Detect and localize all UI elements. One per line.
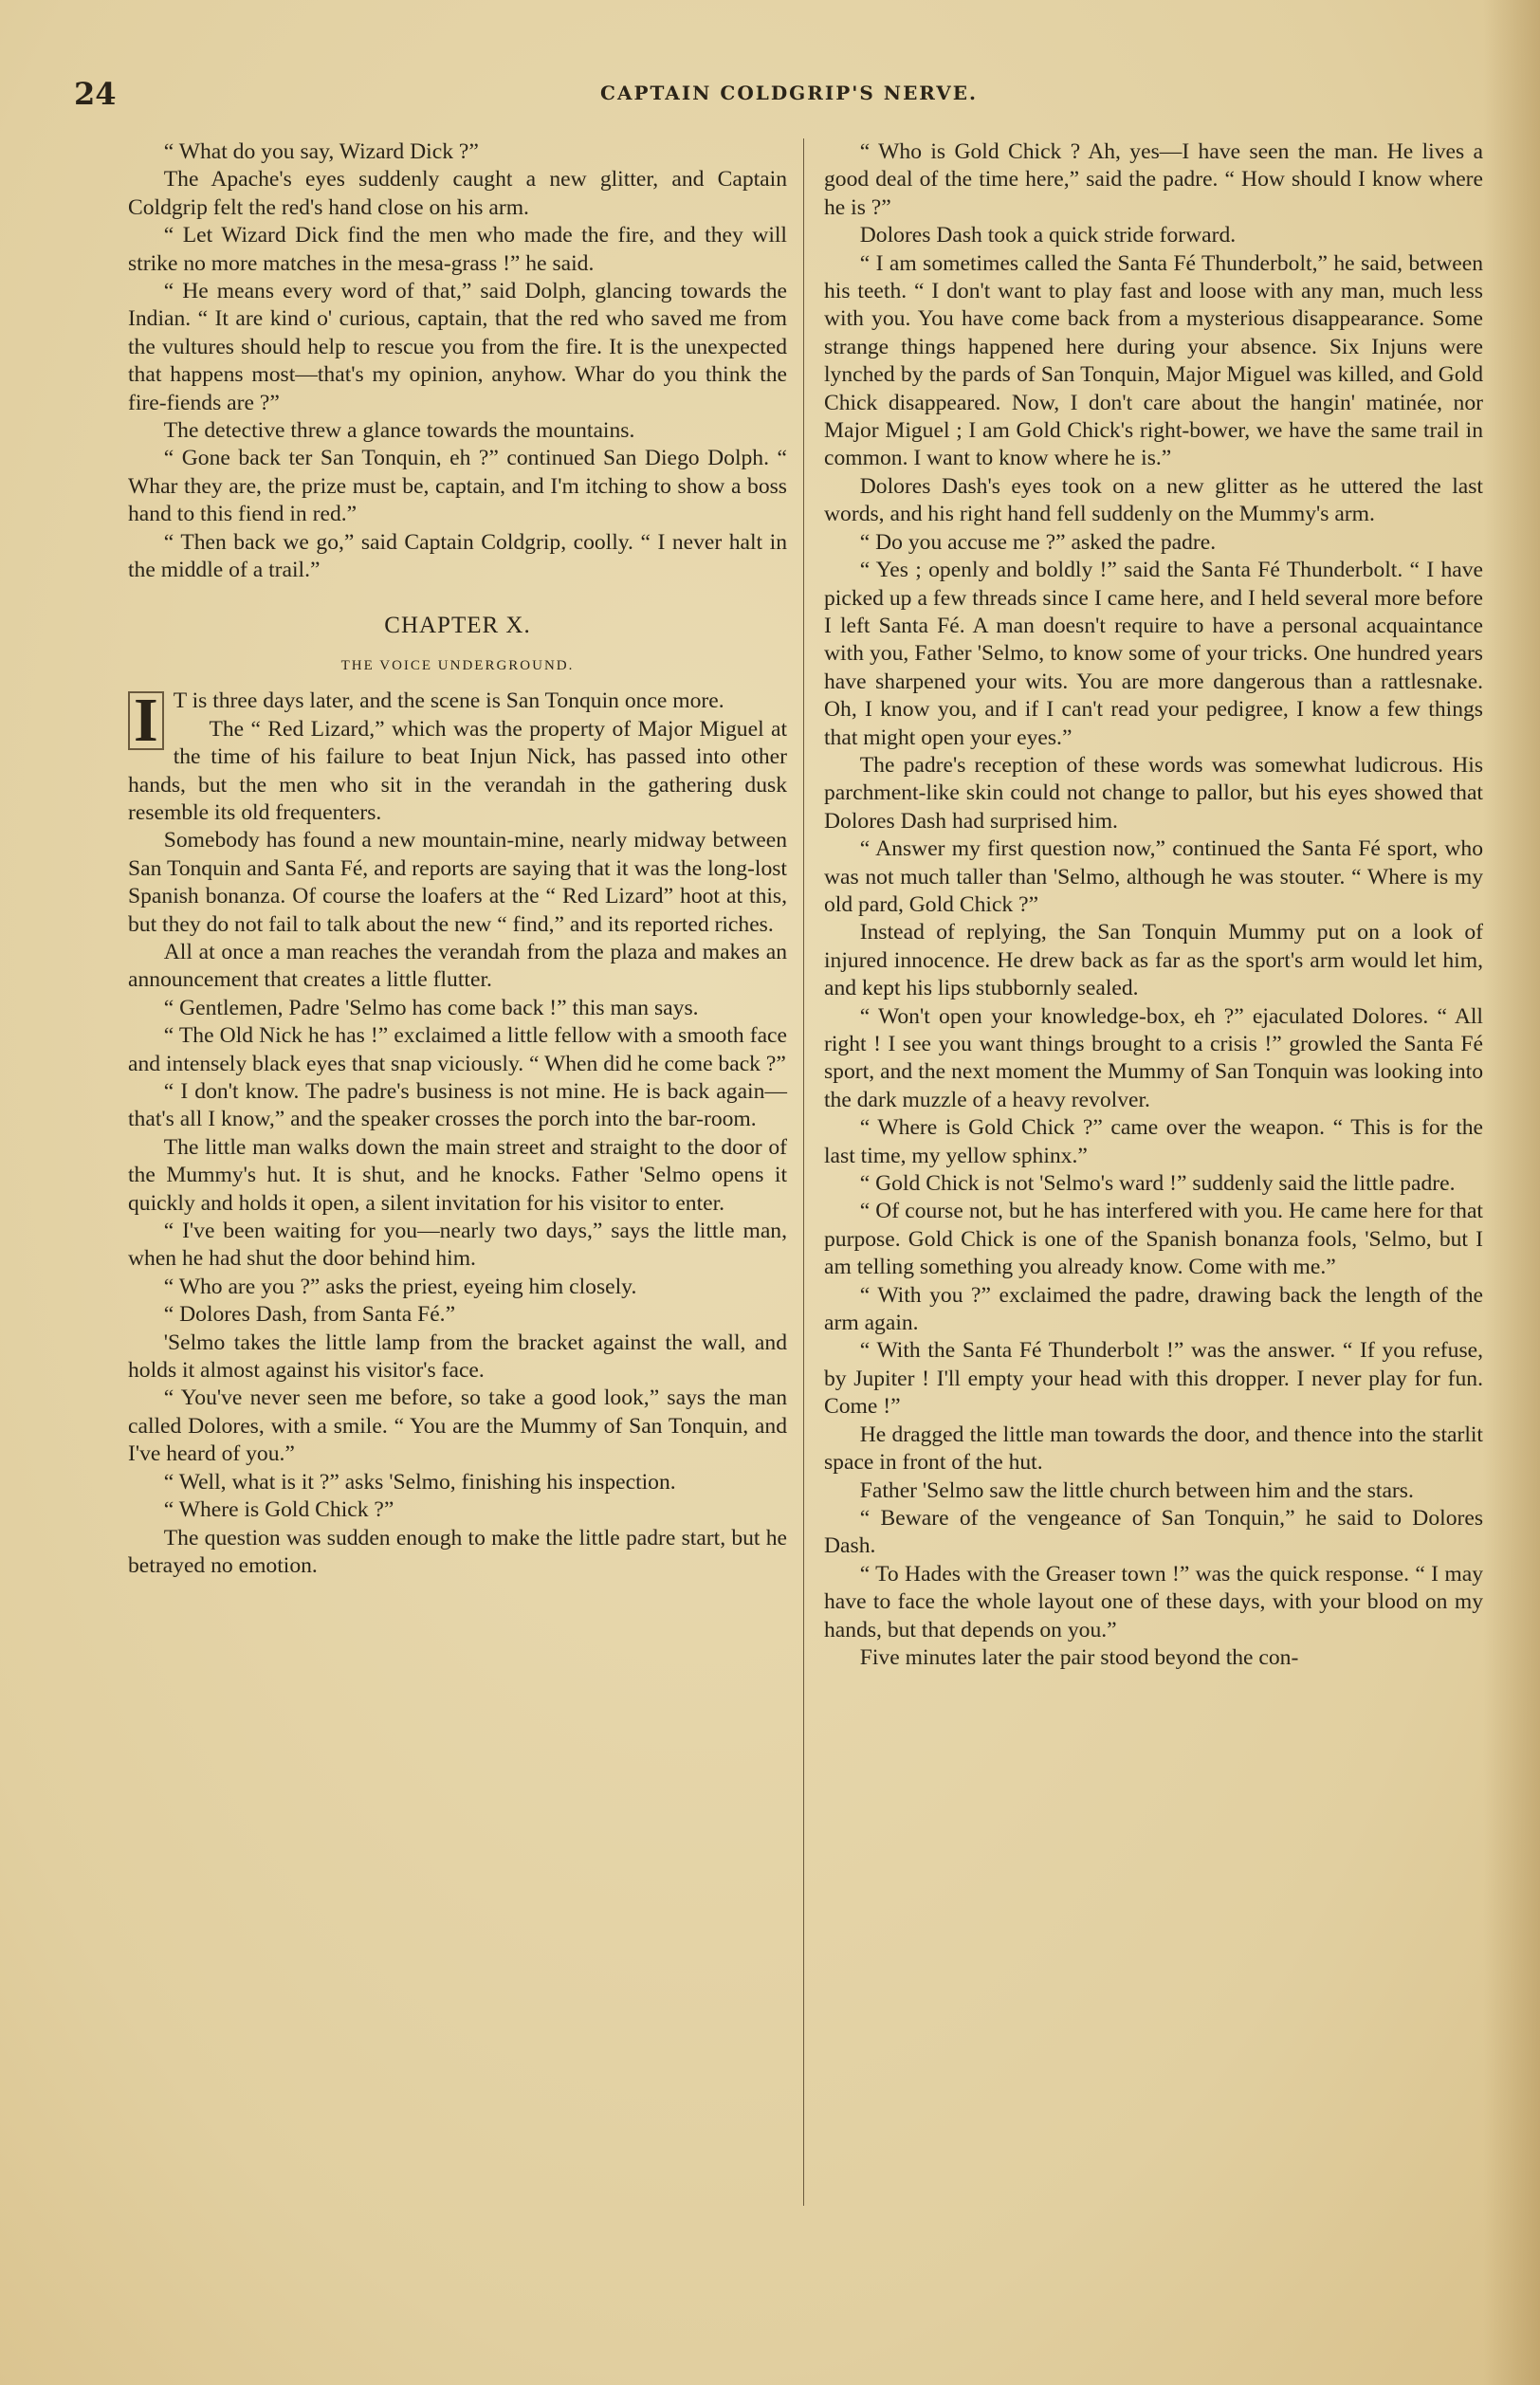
paragraph: “ Beware of the vengeance of San Tonquin,” he said to Dolores Dash.	[824, 1505, 1483, 1559]
right-column	[824, 138, 1483, 1672]
paragraph: “ You've never seen me before, so take a good look,” says the man called Dolores, with a smile. “ You are the Mummy of San Tonquin, and I've heard of you.”	[128, 1385, 787, 1467]
paragraph: The question was sudden enough to make the little padre start, but he betrayed no emotion.	[128, 1525, 787, 1578]
paragraph: “ Then back we go,” said Captain Coldgrip, coolly. “ I never halt in the middle of a trail.”	[128, 529, 787, 583]
paragraph: 'Selmo takes the little lamp from the bracket against the wall, and holds it almost against his visitor's face.	[128, 1330, 787, 1384]
page-header	[0, 76, 1540, 123]
paragraph: “ Let Wizard Dick find the men who made the fire, and they will strike no more matches in the mesa-grass !” he said.	[128, 223, 787, 276]
paragraph: “ Gentlemen, Padre 'Selmo has come back !” this man says.	[163, 995, 699, 1020]
drop-cap: I	[128, 691, 164, 750]
paragraph: “ Dolores Dash, from Santa Fé.”	[163, 1302, 456, 1328]
paragraph: “ Gold Chick is not 'Selmo's ward !” suddenly said the little padre.	[859, 1171, 1456, 1197]
paragraph: “ The Old Nick he has !” exclaimed a little fellow with a smooth face and intensely black eyes that snap viciously. “ When did he come back ?”	[128, 1023, 787, 1076]
paragraph: Somebody has found a new mountain-mine, nearly midway between San Tonquin and Santa Fé, and reports are saying that it was the long-lost Spanish bonanza. Of course the loafers at the “ Red Lizard” hoot at this, but they do not fail to talk about the new “ find,” and its reported riches.	[128, 828, 787, 937]
paragraph: “ Yes ; openly and boldly !” said the Santa Fé Thunderbolt. “ I have picked up a few threads since I came here, and I held several more before I left Santa Fé. A man doesn't require to have a personal acquaintance with you, Father 'Selmo, to know some of your tricks. One hundred years have sharpened your wits. You are more dangerous than a rattlesnake. Oh, I know you, and if I can't read your pedigree, I know a few things that might open your eyes.”	[824, 558, 1483, 750]
paragraph: “ Who is Gold Chick ? Ah, yes—I have seen the man. He lives a good deal of the time here,” said the padre. “ How should I know where he is ?”	[824, 139, 1483, 220]
paragraph: Dolores Dash's eyes took on a new glitter as he uttered the last words, and his right hand fell suddenly on the Mummy's arm.	[824, 473, 1483, 527]
paragraph: “ Answer my first question now,” continued the Santa Fé sport, who was not much taller than 'Selmo, although he was stouter. “ Where is my old pard, Gold Chick ?”	[824, 836, 1483, 917]
chapter-opening-paragraph	[128, 686, 787, 756]
paragraph: “ Well, what is it ?” asks 'Selmo, finishing his inspection.	[163, 1469, 676, 1495]
paragraph: Five minutes later the pair stood beyond the con-	[859, 1644, 1299, 1670]
paragraph: “ With you ?” exclaimed the padre, drawing back the length of the arm again.	[824, 1282, 1483, 1336]
paragraph: The padre's reception of these words was somewhat ludicrous. His parchment-like skin could not change to pallor, but his eyes showed that Dolores Dash had surprised him.	[824, 752, 1483, 834]
paragraph: “ What do you say, Wizard Dick ?”	[163, 139, 479, 164]
paragraph: “ Where is Gold Chick ?”	[163, 1497, 394, 1523]
paragraph: The “ Red Lizard,” which was the property of Major Miguel at the time of his failure to beat Injun Nick, has passed into other hands, but the men who sit in the verandah in the gathering dusk resemble its old frequenters.	[128, 716, 787, 825]
paragraph: “ Won't open your knowledge-box, eh ?” ejaculated Dolores. “ All right ! I see you want things brought to a crisis !” growled the Santa Fé sport, and the next moment the Mummy of San Tonquin was looking into the dark muzzle of a heavy revolver.	[824, 1003, 1483, 1112]
paragraph: The Apache's eyes suddenly caught a new glitter, and Captain Coldgrip felt the red's hand close on his arm.	[128, 167, 787, 220]
paragraph: Dolores Dash took a quick stride forward.	[859, 223, 1237, 248]
left-column	[128, 138, 787, 1580]
paragraph: “ I don't know. The padre's business is not mine. He is back again—that's all I know,” and the speaker crosses the porch into the bar-room.	[128, 1079, 787, 1132]
paragraph: Instead of replying, the San Tonquin Mummy put on a look of injured innocence. He drew back as far as the sport's arm would let him, and kept his lips stubbornly sealed.	[824, 920, 1483, 1001]
paragraph: The detective threw a glance towards the mountains.	[163, 418, 635, 444]
paragraph: “ Who are you ?” asks the priest, eyeing him closely.	[163, 1274, 637, 1299]
page-number: 24	[74, 76, 117, 112]
left-after-chapter	[128, 716, 787, 1581]
paragraph: “ Where is Gold Chick ?” came over the weapon. “ This is for the last time, my yellow sphinx.”	[824, 1115, 1483, 1168]
chapter-subtitle: THE VOICE UNDERGROUND.	[340, 657, 575, 673]
paragraph: “ I am sometimes called the Santa Fé Thunderbolt,” he said, between his teeth. “ I don't want to play fast and loose with any man, much less with you. You have come back from a mysterious disappearance. Some strange things happened here during your absence. Six Injuns were lynched by the pards of San Tonquin, Major Miguel was killed, and Gold Chick disappeared. Now, I don't care about the hangin' matinée, nor Major Miguel ; I am Gold Chick's right-bower, we have the same trail in common. I want to know where he is.”	[824, 250, 1483, 471]
paragraph: “ Of course not, but he has interfered with you. He came here for that purpose. Gold Chick is one of the Spanish bonanza fools, 'Selmo, but I am telling something you already know. Come with me.”	[824, 1199, 1483, 1280]
paragraph: “ To Hades with the Greaser town !” was the quick response. “ I may have to face the whole layout one of these days, with your blood on my hands, but that depends on you.”	[824, 1561, 1483, 1642]
page-edge-shadow	[1483, 0, 1540, 2385]
paragraph: “ He means every word of that,” said Dolph, glancing towards the Indian. “ It are kind o' curious, captain, that the red who saved me from the vultures should help to rescue you from the fire. It is the unexpected that happens most—that's my opinion, anyhow. Whar do you think the fire-fiends are ?”	[128, 279, 787, 415]
paragraph: Father 'Selmo saw the little church between him and the stars.	[859, 1477, 1414, 1503]
running-title: CAPTAIN COLDGRIP'S NERVE.	[600, 82, 978, 104]
chapter-title: CHAPTER X.	[384, 612, 531, 638]
paragraph: The little man walks down the main street and straight to the door of the Mummy's hut. It is shut, and he knocks. Father 'Selmo opens it quickly and holds it open, a silent invitation for his visitor to enter.	[128, 1134, 787, 1216]
paragraph: “ I've been waiting for you—nearly two days,” says the little man, when he had shut the door behind him.	[128, 1219, 787, 1272]
paragraph: “ Gone back ter San Tonquin, eh ?” continued San Diego Dolph. “ Whar they are, the prize must be, captain, and I'm itching to show a boss hand to this fiend in red.”	[128, 446, 787, 527]
column-divider	[803, 138, 804, 2206]
opening-text: T is three days later, and the scene is San Tonquin once more.	[173, 688, 724, 714]
paragraph: All at once a man reaches the verandah from the plaza and makes an announcement that creates a little flutter.	[128, 939, 787, 993]
paragraph: “ Do you accuse me ?” asked the padre.	[859, 529, 1217, 555]
paragraph: “ With the Santa Fé Thunderbolt !” was the answer. “ If you refuse, by Jupiter ! I'll empty your head with this dropper. I never play for fun. Come !”	[824, 1338, 1483, 1420]
left-before-chapter	[128, 138, 787, 585]
paragraph: He dragged the little man towards the door, and thence into the starlit space in front of the hut.	[824, 1422, 1483, 1476]
